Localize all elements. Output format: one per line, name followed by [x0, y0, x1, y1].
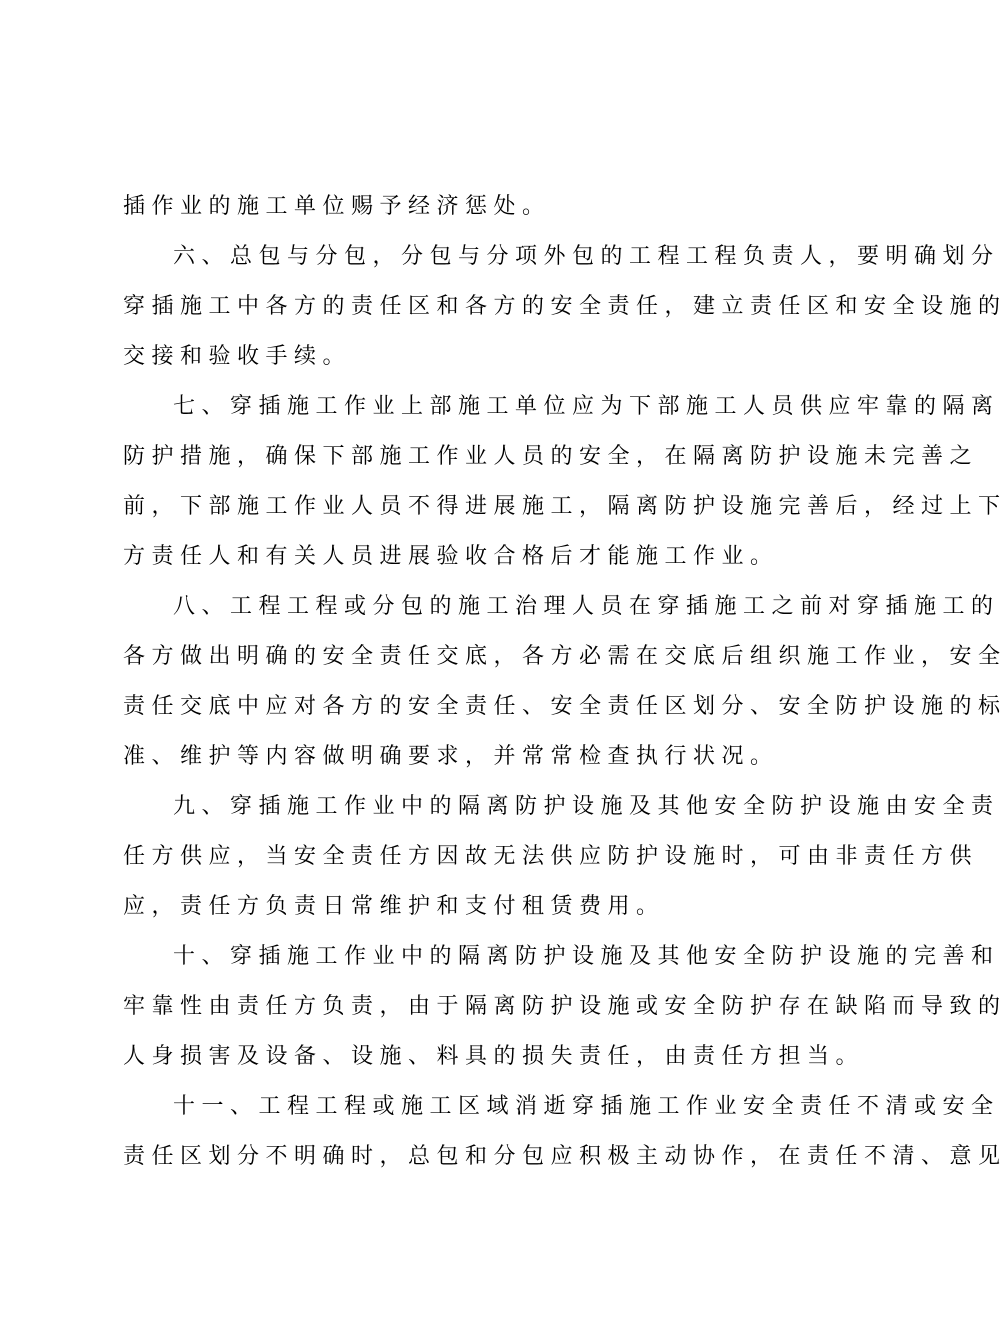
text-line: 插作业的施工单位赐予经济惩处。 — [123, 194, 551, 219]
text-line: 应，责任方负责日常维护和支付租赁费用。 — [123, 894, 665, 919]
text-line: 十一、工程工程或施工区域消逝穿插施工作业安全责任不清或安全 — [173, 1094, 1000, 1119]
text-line: 各方做出明确的安全责任交底，各方必需在交底后组织施工作业，安全 — [123, 644, 1007, 669]
text-line: 六、总包与分包，分包与分项外包的工程工程负责人，要明确划分 — [173, 244, 1000, 269]
text-line: 任方供应，当安全责任方因故无法供应防护设施时，可由非责任方供 — [123, 844, 979, 869]
text-line: 方责任人和有关人员进展验收合格后才能施工作业。 — [123, 544, 779, 569]
text-line: 防护措施，确保下部施工作业人员的安全，在隔离防护设施未完善之 — [123, 444, 979, 469]
text-line: 前，下部施工作业人员不得进展施工，隔离防护设施完善后，经过上下 — [123, 494, 1007, 519]
text-line: 人身损害及设备、设施、料具的损失责任，由责任方担当。 — [123, 1044, 865, 1069]
text-line: 交接和验收手续。 — [123, 344, 352, 369]
text-line: 穿插施工中各方的责任区和各方的安全责任，建立责任区和安全设施的 — [123, 294, 1007, 319]
text-line: 九、穿插施工作业中的隔离防护设施及其他安全防护设施由安全责 — [173, 794, 1000, 819]
text-line: 准、维护等内容做明确要求，并常常检查执行状况。 — [123, 744, 779, 769]
text-line: 七、穿插施工作业上部施工单位应为下部施工人员供应牢靠的隔离 — [173, 394, 1000, 419]
text-line: 责任交底中应对各方的安全责任、安全责任区划分、安全防护设施的标 — [123, 694, 1007, 719]
text-line: 牢靠性由责任方负责，由于隔离防护设施或安全防护存在缺陷而导致的 — [123, 994, 1007, 1019]
text-line: 八、工程工程或分包的施工治理人员在穿插施工之前对穿插施工的 — [173, 594, 1000, 619]
text-line: 责任区划分不明确时，总包和分包应积极主动协作，在责任不清、意见 — [123, 1144, 1007, 1169]
text-line: 十、穿插施工作业中的隔离防护设施及其他安全防护设施的完善和 — [173, 944, 1000, 969]
